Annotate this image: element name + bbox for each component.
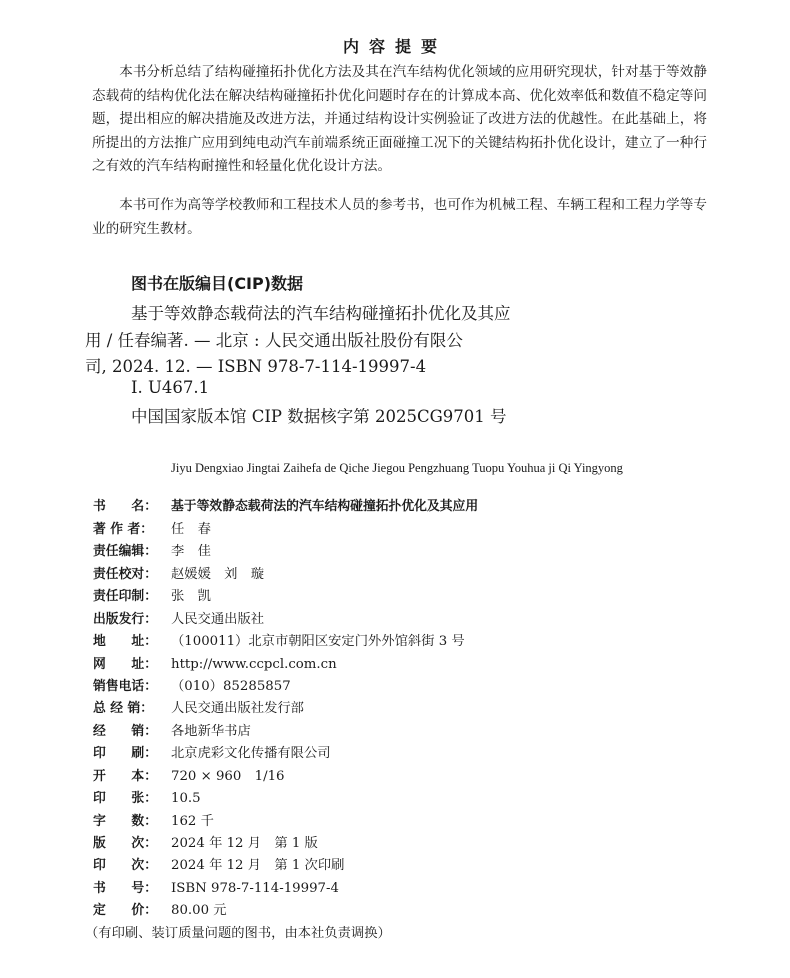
detail-value: ISBN 978-7-114-19997-4 [171, 881, 339, 896]
detail-row-address [93, 632, 465, 652]
detail-label: 网 址： [93, 657, 157, 672]
detail-value: 北京虎彩文化传播有限公司 [171, 746, 331, 761]
detail-label: 著 作 者： [93, 522, 154, 537]
summary-paragraph-2: 本书可作为高等学校教师和工程技术人员的参考书，也可作为机械工程、车辆工程和工程力学等专业的研究生教材。 [92, 197, 707, 237]
detail-row-publisher [93, 610, 264, 630]
detail-label: 印 张： [93, 791, 157, 806]
detail-value: http://www.ccpcl.com.cn [171, 657, 337, 672]
detail-row-impression [93, 856, 344, 876]
detail-row-title [93, 497, 478, 517]
detail-label: 字 数： [93, 814, 157, 829]
detail-value: 张 凯 [171, 589, 211, 604]
detail-value: 80.00 元 [171, 903, 227, 918]
detail-value: 人民交通出版社发行部 [171, 701, 304, 716]
detail-value: 李 佳 [171, 544, 211, 559]
detail-row-sheets [93, 789, 201, 809]
detail-label: 定 价： [93, 903, 157, 918]
detail-label: 责任编辑： [93, 544, 157, 559]
detail-value: 人民交通出版社 [171, 612, 265, 627]
detail-row-editor [93, 542, 211, 562]
detail-label: 经 销： [93, 724, 157, 739]
detail-value: 基于等效静态载荷法的汽车结构碰撞拓扑优化及其应用 [171, 499, 479, 514]
cip-line-2: 用 / 任春编著. — 北京 : 人民交通出版社股份有限公 [85, 331, 463, 350]
detail-row-general-distributor [93, 699, 304, 719]
detail-label: 开 本： [93, 769, 157, 784]
detail-label: 印 刷： [93, 746, 157, 761]
detail-label: 销售电话： [93, 679, 157, 694]
detail-label: 书 号： [93, 881, 157, 896]
cip-heading: 图书在版编目(CIP)数据 [131, 274, 304, 293]
detail-row-distributor [93, 722, 251, 742]
detail-value: 720 × 960 1/16 [171, 769, 285, 784]
detail-row-sales-phone [93, 677, 291, 697]
summary-paragraph-1: 本书分析总结了结构碰撞拓扑优化方法及其在汽车结构优化领域的应用研究现状，针对基于等效静态载荷的结构优化法在解决结构碰撞拓扑优化问题时存在的计算成本高、优化效率低和数值不稳定等问题，提出相应的解决措施及改进方法，并通过结构设计实例验证了改进方法的优越性。在此基础上，将所提出的方法推广应用到纯电动汽车前端系统正面碰撞工况下的关键结构拓扑优化设计，建立了一种行之有效的汽车结构耐撞性和轻量化优化设计方法。 [92, 64, 707, 175]
detail-value: 2024 年 12 月 第 1 版 [171, 836, 318, 851]
detail-label: 印 次： [93, 858, 157, 873]
detail-row-isbn [93, 879, 339, 899]
detail-value: 10.5 [171, 791, 201, 806]
quality-notice: （有印刷、装订质量问题的图书，由本社负责调换） [85, 926, 391, 941]
pinyin-title: Jiyu Dengxiao Jingtai Zaihefa de Qiche Jiegou Pengzhuang Tuopu Youhua ji Qi Yingyong [171, 461, 623, 475]
detail-value: 任 春 [171, 522, 211, 537]
detail-row-edition [93, 834, 318, 854]
detail-label: 责任印制： [93, 589, 157, 604]
detail-label: 版 次： [93, 836, 157, 851]
cip-line-4: Ⅰ. U467.1 [131, 378, 210, 397]
detail-label: 总 经 销： [93, 701, 154, 716]
detail-row-format [93, 767, 285, 787]
detail-value: （010）85285857 [171, 679, 291, 694]
detail-row-proofreader [93, 565, 264, 585]
detail-value: 赵媛媛 刘 璇 [171, 567, 265, 582]
cip-line-1: 基于等效静态载荷法的汽车结构碰撞拓扑优化及其应 [131, 304, 511, 323]
detail-label: 责任校对： [93, 567, 157, 582]
detail-value: 2024 年 12 月 第 1 次印刷 [171, 858, 345, 873]
detail-row-price [93, 901, 227, 921]
detail-label: 书 名： [93, 499, 157, 514]
detail-row-printer [93, 744, 331, 764]
cip-line-5: 中国国家版本馆 CIP 数据核字第 2025CG9701 号 [131, 407, 507, 426]
detail-value: 各地新华书店 [171, 724, 251, 739]
summary-title: 内容提要 [342, 37, 447, 56]
cip-line-3: 司, 2024. 12. — ISBN 978-7-114-19997-4 [85, 357, 427, 376]
detail-row-author [93, 520, 211, 540]
detail-row-website [93, 655, 337, 675]
detail-value: 162 千 [171, 814, 214, 829]
detail-row-word-count [93, 812, 214, 832]
detail-value: （100011）北京市朝阳区安定门外外馆斜街 3 号 [171, 634, 465, 649]
detail-row-print-supervisor [93, 587, 211, 607]
detail-label: 出版发行： [93, 612, 157, 627]
detail-label: 地 址： [93, 634, 157, 649]
